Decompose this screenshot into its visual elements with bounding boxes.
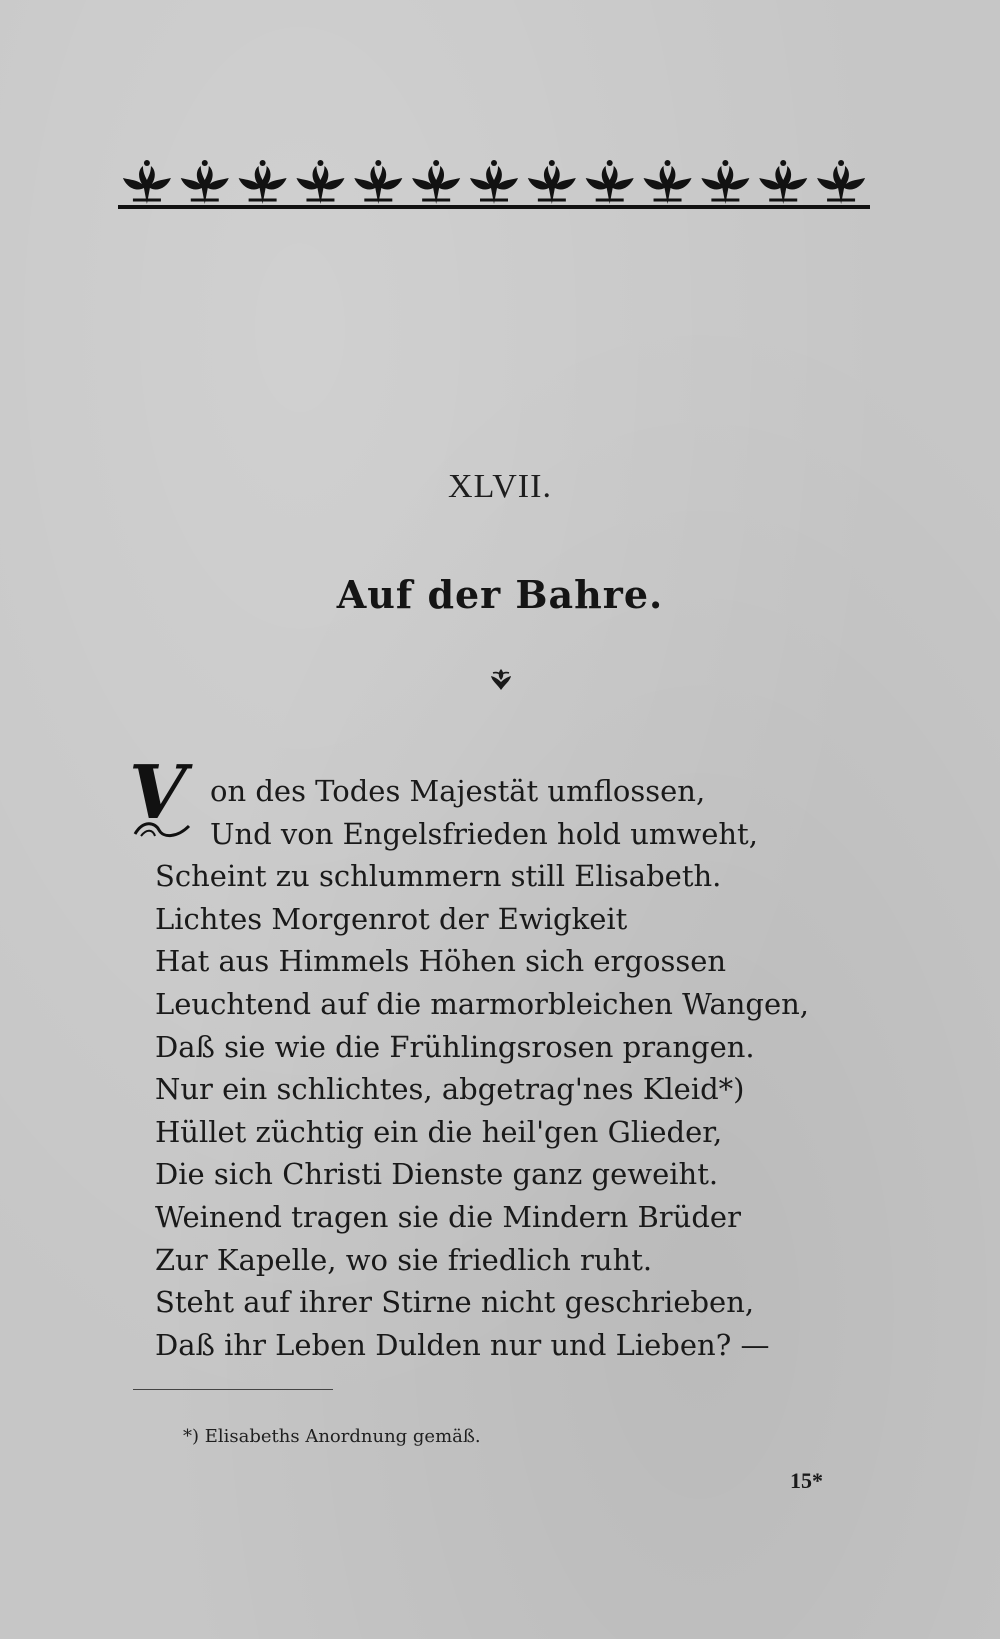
floral-unit-icon — [759, 160, 807, 204]
floral-unit-icon — [412, 160, 460, 204]
floral-border-icon — [118, 158, 870, 222]
poem-title: Auf der Bahre. — [336, 572, 664, 617]
poem-line: Und von Engelsfrieden hold umweht, — [210, 816, 758, 851]
poem-line: Die sich Christi Dienste ganz geweiht. — [155, 1157, 719, 1192]
floral-unit-icon — [354, 160, 402, 204]
floral-unit-icon — [701, 160, 749, 204]
floral-unit-icon — [123, 160, 171, 204]
page-number: 15* — [790, 1468, 823, 1493]
poem-line: Steht auf ihrer Stirne nicht geschrieben, — [155, 1285, 755, 1320]
chapter-numeral: XLVII. — [448, 468, 552, 505]
footnote-rule — [133, 1389, 333, 1390]
footnote: *) Elisabeths Anordnung gemäß. — [183, 1426, 481, 1447]
floral-unit-icon — [528, 160, 576, 204]
poem-line: Hüllet züchtig ein die heil'gen Glieder, — [155, 1114, 723, 1149]
poem-line: Daß sie wie die Frühlingsrosen prangen. — [155, 1029, 755, 1064]
decorative-initial: V — [129, 750, 187, 836]
poem-line: Weinend tragen sie die Mindern Brüder — [155, 1199, 741, 1234]
poem-line: Hat aus Himmels Höhen sich ergossen — [155, 944, 727, 979]
poem-body — [129, 750, 875, 1366]
floral-unit-icon — [586, 160, 634, 204]
poem-line: Zur Kapelle, wo sie friedlich ruht. — [155, 1242, 653, 1277]
floral-unit-icon — [817, 160, 865, 204]
poem-line: Leuchtend auf die marmorbleichen Wangen, — [155, 986, 810, 1021]
poem-line: Nur ein schlichtes, abgetrag'nes Kleid*) — [155, 1072, 745, 1107]
poem-line: on des Todes Majestät umflossen, — [210, 774, 706, 808]
initial-flourish-icon — [133, 816, 193, 842]
floral-unit-icon — [181, 160, 229, 204]
fleuron-icon — [488, 666, 514, 692]
poem-line: Lichtes Morgenrot der Ewigkeit — [155, 901, 628, 936]
floral-unit-icon — [644, 160, 692, 204]
poem-line: Daß ihr Leben Dulden nur und Lieben? — — [155, 1327, 770, 1362]
poem-line: Scheint zu schlummern still Elisabeth. — [155, 859, 722, 894]
floral-unit-icon — [239, 160, 287, 204]
floral-unit-icon — [470, 160, 518, 204]
floral-unit-icon — [296, 160, 344, 204]
